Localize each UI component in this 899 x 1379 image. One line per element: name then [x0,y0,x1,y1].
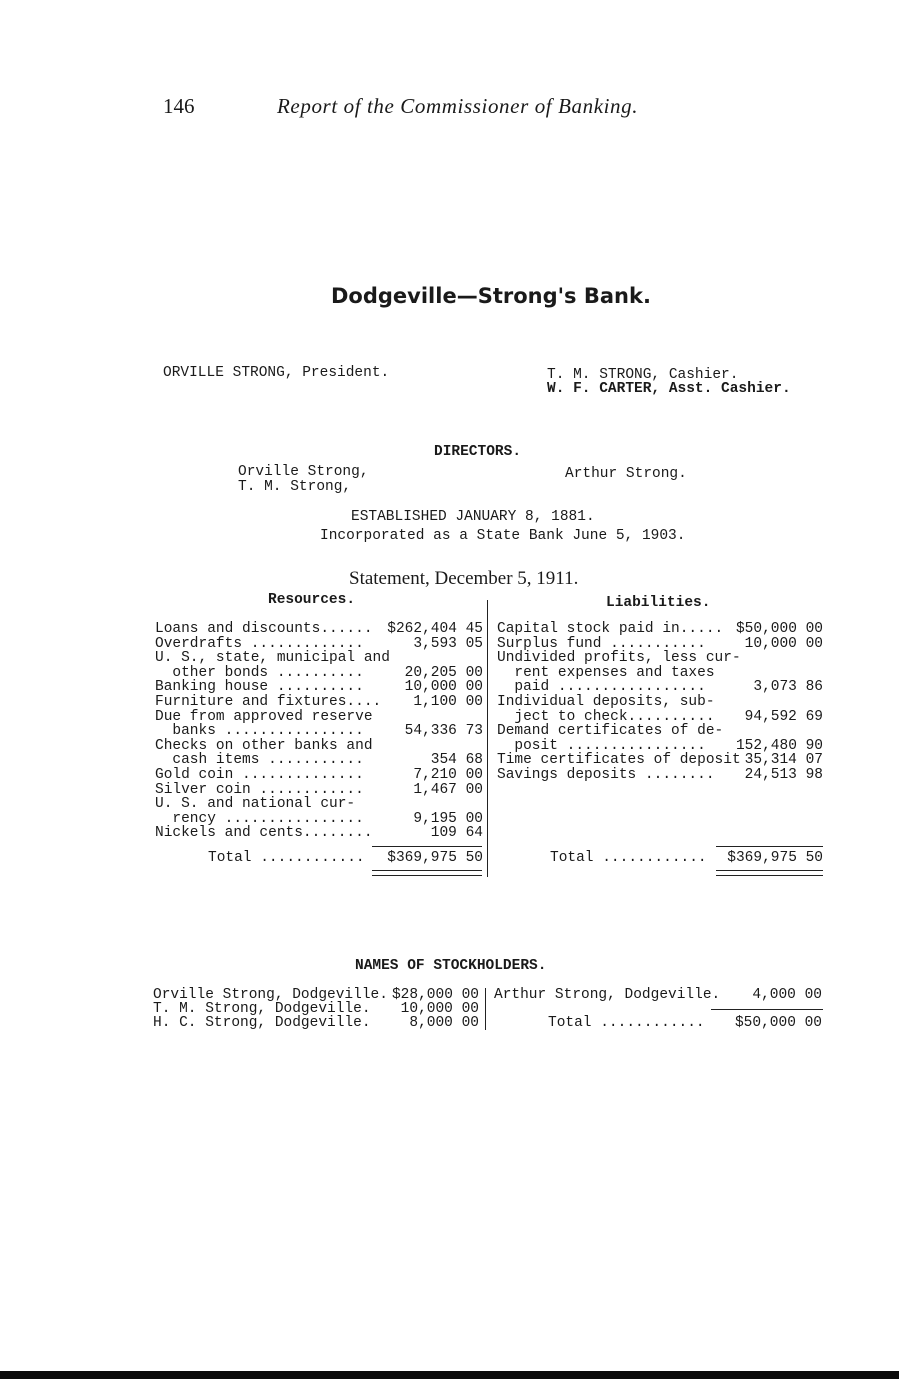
resource-row-amount: 3,593 05 [413,635,483,652]
running-title: Report of the Commissioner of Banking. [277,94,639,118]
page-number: 146 [163,94,195,118]
liability-row [497,622,823,637]
liability-row [497,666,823,681]
resource-row-amount: 9,195 00 [413,810,483,827]
resource-row-label: Nickels and cents........ [155,825,373,842]
resource-row [155,622,483,637]
stockholder-row-amount: $28,000 00 [391,987,479,1003]
resource-row-label: rency ................ [155,810,364,827]
stockholder-row-label: H. C. Strong, Dodgeville. [153,1014,371,1031]
stockholder-row-amount: 10,000 00 [400,1000,479,1017]
resource-row-label: Overdrafts ............. [155,635,364,652]
stockholders-heading: NAMES OF STOCKHOLDERS. [355,958,547,974]
liabilities-total: $369,975 50 [727,850,823,866]
resource-row-amount: $262,404 45 [387,621,483,637]
directors-heading: DIRECTORS. [434,444,522,460]
resource-row [155,826,483,841]
liability-row-label: Savings deposits ........ [497,767,715,783]
liability-row [497,724,823,739]
statement-column-divider [487,600,488,877]
liability-row-amount: 10,000 00 [744,635,823,652]
director-left-1: Orville Strong, [238,464,369,480]
liabilities-total-rule [716,846,823,847]
resources-total: $369,975 50 [387,850,483,866]
resource-row-label: banks ................ [155,723,364,740]
liabilities-total-label: Total ............ [550,850,707,866]
stockholder-row-amount: 4,000 00 [752,987,822,1003]
liability-row-label: Time certificates of deposit [497,752,741,769]
liability-row-amount: 3,073 86 [753,679,823,696]
resource-row [155,666,483,681]
resource-row-amount: 109 64 [430,825,483,842]
director-left-2: T. M. Strong, [238,479,352,495]
liability-row [497,739,823,754]
resource-row-amount: 20,205 00 [404,664,483,681]
liability-row-amount: 152,480 90 [735,737,823,754]
liability-row-label: Demand certificates of de- [497,723,724,740]
resource-row-label: Furniture and fixtures.... [155,694,382,710]
resource-row [155,695,483,710]
resource-row-label: other bonds .......... [155,664,364,681]
liability-row-label: paid ................. [497,679,706,696]
officer-cashier: T. M. STRONG, Cashier. [547,367,739,383]
resource-row-label: cash items ........... [155,752,364,769]
statement-title: Statement, December 5, 1911. [349,568,579,589]
resources-total-rule [372,846,482,847]
resource-row [155,797,483,812]
resources-heading: Resources. [268,592,356,608]
resource-row-label: Gold coin .............. [155,767,364,783]
officer-asst-cashier: W. F. CARTER, Asst. Cashier. [547,381,791,397]
stockholder-row-label: T. M. Strong, Dodgeville. [153,1000,371,1017]
liabilities-heading: Liabilities. [606,595,711,611]
stockholders-total-rule [711,1009,823,1010]
liability-row-amount: $50,000 00 [735,621,823,637]
resource-row [155,724,483,739]
incorporated-line: Incorporated as a State Bank June 5, 1903. [320,528,686,544]
resource-row [155,753,483,768]
resource-row-amount: 1,467 00 [413,781,483,798]
liabilities-total-double-rule [716,870,823,876]
liability-row-label: posit ................ [497,737,706,754]
officer-president: ORVILLE STRONG, President. [163,365,390,381]
resource-row-label: Loans and discounts...... [155,621,373,637]
resource-row [155,710,483,725]
liability-row-label: Individual deposits, sub- [497,694,715,710]
stockholder-row [153,1016,479,1031]
liability-row [497,753,823,768]
liability-row-label: ject to check.......... [497,708,715,725]
liability-row [497,768,823,783]
resource-row-amount: 1,100 00 [413,694,483,710]
bank-title: Dodgeville—Strong's Bank. [331,284,651,308]
liability-row [497,637,823,652]
stockholder-row-label: Arthur Strong, Dodgeville. [494,987,721,1003]
stockholder-row-amount: 8,000 00 [409,1014,479,1031]
resource-row [155,637,483,652]
resource-row-label: Checks on other banks and [155,737,373,754]
resource-row-amount: 54,336 73 [404,723,483,740]
scan-bottom-edge [0,1371,899,1379]
established-line: ESTABLISHED JANUARY 8, 1881. [351,509,595,525]
stockholder-row [494,988,822,1003]
liability-row-amount: 94,592 69 [744,708,823,725]
liability-row [497,680,823,695]
liability-row-label: Capital stock paid in..... [497,621,724,637]
liability-row [497,695,823,710]
liability-row [497,710,823,725]
resource-row [155,812,483,827]
liability-row [497,651,823,666]
resources-total-double-rule [372,870,482,876]
resource-row [155,680,483,695]
resource-row-amount: 10,000 00 [404,679,483,696]
resources-total-label: Total ............ [208,850,365,866]
resource-row [155,651,483,666]
resource-row [155,783,483,798]
liability-row-amount: 24,513 98 [744,767,823,783]
resource-row-amount: 354 68 [430,752,483,769]
resource-row-label: U. S. and national cur- [155,796,356,813]
stockholders-column-divider [485,988,486,1030]
resource-row-label: Silver coin ............ [155,781,364,798]
director-right: Arthur Strong. [565,466,687,482]
liability-row-label: Undivided profits, less cur- [497,650,741,667]
liability-row-label: Surplus fund ........... [497,635,706,652]
resource-row [155,768,483,783]
resource-row-amount: 7,210 00 [413,767,483,783]
stockholders-total-label: Total ............ [548,1015,705,1031]
resource-row-label: U. S., state, municipal and [155,650,390,667]
resource-row [155,739,483,754]
liability-row-amount: 35,314 07 [744,752,823,769]
stockholder-row-label: Orville Strong, Dodgeville. [153,987,388,1003]
resource-row-label: Due from approved reserve [155,708,373,725]
stockholders-total: $50,000 00 [734,1015,822,1031]
liability-row-label: rent expenses and taxes [497,664,715,681]
resource-row-label: Banking house .......... [155,679,364,696]
